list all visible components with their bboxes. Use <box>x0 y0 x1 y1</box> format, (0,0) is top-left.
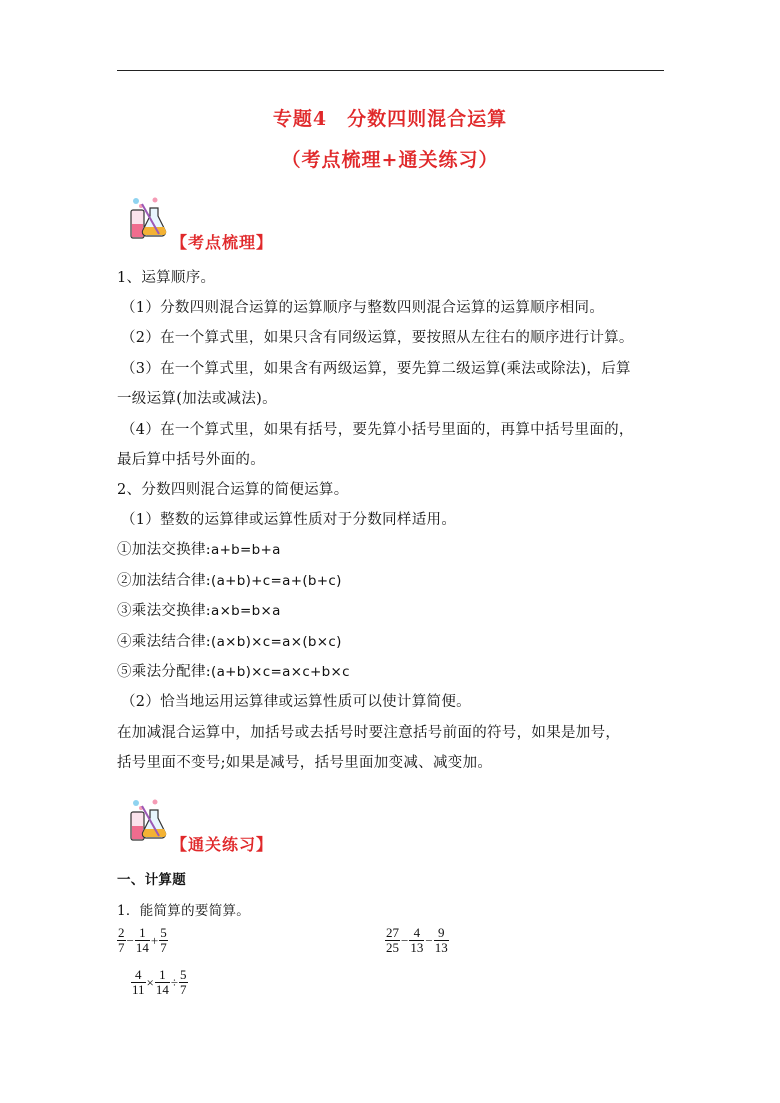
text-line: 最后算中括号外面的。 <box>117 452 265 468</box>
law-label: ①加法交换律: <box>117 542 211 558</box>
law-label: ④乘法结合律: <box>117 634 211 650</box>
law-4 <box>117 630 342 651</box>
operator: × <box>146 974 154 990</box>
fraction: $\frac{5}{7}$ <box>160 925 167 955</box>
text-line: （4）在一个算式里，如果有括号，要先算小括号里面的，再算中括号里面的， <box>121 422 634 438</box>
text-line: 2、分数四则混合运算的简便运算。 <box>117 482 349 498</box>
text-line: （2）在一个算式里，如果只含有同级运算，要按照从左往右的顺序进行计算。 <box>121 330 634 346</box>
law-formula: (a+b)×c=a×c+b×c <box>211 664 350 680</box>
text-line: 1、运算顺序。 <box>117 270 216 286</box>
operator: − <box>401 932 409 948</box>
law-formula: (a×b)×c=a×(b×c) <box>211 634 342 650</box>
flask-icon <box>128 798 168 846</box>
operator: − <box>126 932 134 948</box>
section-tongguan: 【通关练习】 <box>171 835 274 854</box>
law-3 <box>117 599 281 620</box>
fraction: $\frac{27}{25}$ <box>386 925 399 955</box>
page-title: 专题4 分数四则混合运算 <box>272 108 508 130</box>
text-line: 括号里面不变号;如果是减号，括号里面加变减、减变加。 <box>117 755 493 771</box>
fraction: $\frac{4}{11}$ <box>132 967 145 997</box>
fraction: $\frac{1}{14}$ <box>155 967 169 997</box>
law-5 <box>117 660 350 681</box>
text-line: （2）恰当地运用运算律或运算性质可以使计算简便。 <box>121 694 471 710</box>
expression-3 <box>131 968 188 997</box>
law-label: ⑤乘法分配律: <box>117 664 211 680</box>
operator: ÷ <box>170 974 179 990</box>
fraction: $\frac{5}{7}$ <box>180 967 187 997</box>
expression-2 <box>385 926 449 955</box>
fraction: $\frac{4}{13}$ <box>410 925 424 955</box>
fraction: $\frac{9}{13}$ <box>434 925 448 955</box>
law-2 <box>117 569 342 590</box>
fraction: $\frac{2}{7}$ <box>118 925 125 955</box>
text-line: 在加减混合运算中，加括号或去括号时要注意括号前面的符号，如果是加号， <box>117 725 621 741</box>
question-1: 1．能简算的要简算。 <box>117 903 251 919</box>
law-label: ②加法结合律: <box>117 573 211 589</box>
law-1 <box>117 538 281 559</box>
law-label: ③乘法交换律: <box>117 603 211 619</box>
law-formula: a×b=b×a <box>211 603 281 619</box>
fraction: $\frac{1}{14}$ <box>135 925 149 955</box>
law-formula: a+b=b+a <box>211 542 281 558</box>
operator: + <box>150 932 159 948</box>
operator: − <box>425 932 433 948</box>
page-subtitle: （考点梳理+通关练习） <box>281 149 499 171</box>
law-formula: (a+b)+c=a+(b+c) <box>211 573 342 589</box>
flask-icon <box>128 196 168 244</box>
text-line: （1）分数四则混合运算的运算顺序与整数四则混合运算的运算顺序相同。 <box>121 300 605 316</box>
section-kaodian: 【考点梳理】 <box>171 233 274 252</box>
text-line: （3）在一个算式里，如果含有两级运算，要先算二级运算(乘法或除法)，后算 <box>121 361 631 377</box>
text-line: 一级运算(加法或减法)。 <box>117 391 277 407</box>
text-line: （1）整数的运算律或运算性质对于分数同样适用。 <box>121 512 457 528</box>
expression-1 <box>117 926 168 955</box>
exercise-heading: 一、计算题 <box>117 872 186 888</box>
header-rule <box>117 70 664 71</box>
